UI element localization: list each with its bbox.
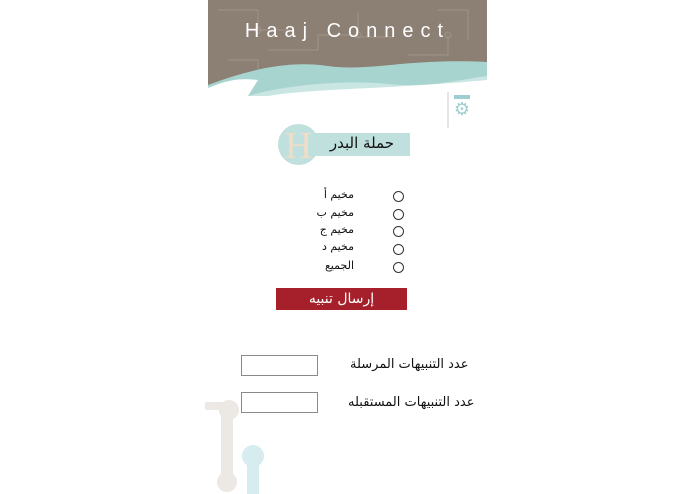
radio-camp-a[interactable] — [393, 191, 404, 202]
gear-icon: ⚙ — [453, 99, 471, 120]
option-label-camp-a: مخيم أ — [323, 188, 354, 201]
sent-alerts-label: عدد التنبيهات المرسلة — [350, 357, 469, 372]
radio-camp-d[interactable] — [393, 244, 404, 255]
banner-background — [208, 0, 487, 96]
campaign-logo — [278, 124, 319, 165]
radio-all[interactable] — [393, 262, 404, 273]
received-alerts-label: عدد التنبيهات المستقبله — [348, 395, 475, 410]
radio-camp-c[interactable] — [393, 226, 404, 237]
divider — [447, 92, 449, 128]
radio-camp-b[interactable] — [393, 209, 404, 220]
header-banner — [208, 0, 487, 96]
settings-button[interactable] — [453, 95, 471, 121]
decorative-pins — [205, 398, 270, 494]
option-label-camp-d: مخيم د — [321, 240, 354, 253]
option-label-all: الجميع — [324, 259, 354, 272]
send-alert-button[interactable]: إرسال تنبيه — [276, 288, 407, 310]
campaign-title: حملة البدر — [329, 134, 394, 152]
option-label-camp-c: مخيم ج — [319, 223, 354, 236]
campaign-logo-letter: H — [284, 125, 313, 167]
app-brand-title: Haaj Connect — [244, 20, 451, 42]
sent-alerts-count-field[interactable] — [241, 355, 318, 376]
option-label-camp-b: مخيم ب — [316, 206, 354, 219]
